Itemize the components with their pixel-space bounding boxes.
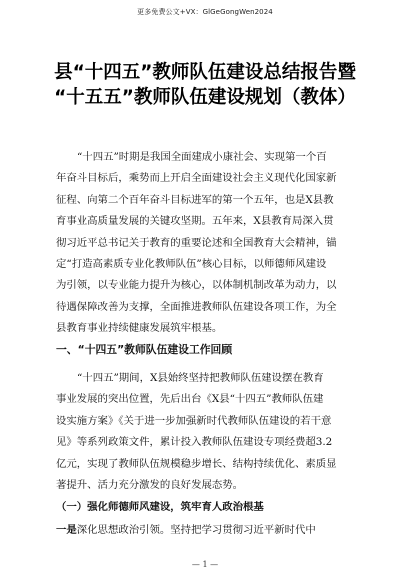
intro-line: 年奋斗目标后，乘势而上开启全面建设社会主义现代化国家新 [56,172,337,185]
title-line-1: 县“十四五”教师队伍建设总结报告暨 [54,62,356,83]
document-title [30,60,380,110]
subsection-text: 深化思想政治引领。坚持把学习贯彻习近平新时代中 [76,524,316,536]
intro-line: “十四五”时期是我国全面建成小康社会、实现第一个百 [77,151,327,163]
header-note: 更多免费公文+VX：GlGeGongWen2024 [137,8,273,16]
subsection-paragraph [56,521,356,536]
section-paragraph [56,368,356,496]
intro-line: 育事业高质量发展的关键攻坚期。五年来，X县教育局深入贯 [56,215,334,228]
intro-line: 定“打造高素质专业化教师队伍”核心目标，以师德师风建设 [56,258,327,271]
section-line: 见》等系列政策文件，累计投入教师队伍建设专项经费超3.2 [56,436,333,449]
section-line: 著提升、活力充分激发的良好发展态势。 [56,479,244,492]
intro-line: 彻习近平总书记关于教育的重要论述和全国教育大会精神，锚 [56,236,337,249]
intro-line: 征程、向第二个百年奋斗目标进军的第一个五年，也是X县教 [56,193,334,206]
section-line: “十四五”期间，X县始终坚持把教师队伍建设摆在教育 [77,372,324,384]
page-number: — 1 — [191,560,219,569]
subsection-lead: 一是 [56,524,77,536]
section-line: 设实施方案》《关于进一步加强新时代教师队伍建设的若干意 [56,414,332,427]
section-line: 事业发展的突出位置，先后出台《X县“十四五”教师队伍建 [56,393,324,406]
section-line: 亿元，实现了教师队伍规模稳步增长、结构持续优化、素质显 [56,457,337,470]
title-line-2: “十五五”教师队伍建设规划（教体） [54,87,356,108]
intro-line: 为引领，以专业能力提升为核心，以体制机制改革为动力，以 [56,279,337,292]
intro-line: 县教育事业持续健康发展筑牢根基。 [56,322,223,335]
section-heading: 一、“十四五”教师队伍建设工作回顾 [56,343,233,356]
intro-line: 待遇保障改善为支撑，全面推进教师队伍建设各项工作，为全 [56,300,337,313]
intro-paragraph [56,147,356,340]
subsection-heading: （一）强化师德师风建设，筑牢育人政治根基 [56,501,264,513]
